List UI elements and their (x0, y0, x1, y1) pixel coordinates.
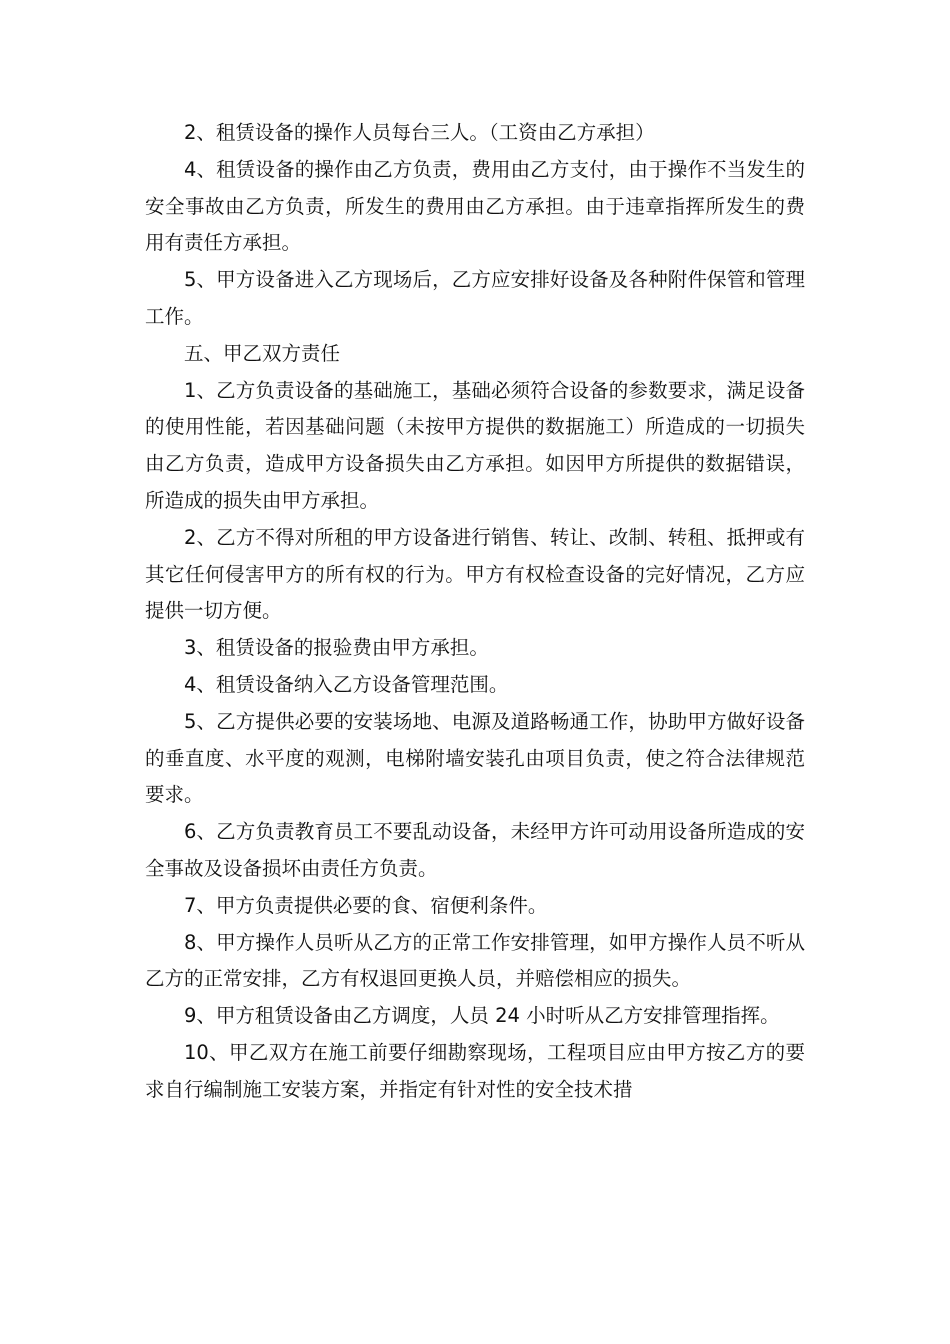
paragraph-dispatch: 9、甲方租赁设备由乙方调度，人员 24 小时听从乙方安排管理指挥。 (184, 1004, 780, 1028)
paragraph-inspection-fee: 3、租赁设备的报验费由甲方承担。 (184, 636, 489, 660)
paragraph-equipment-custody: 5、甲方设备进入乙方现场后，乙方应安排好设备及各种附件保管和管理工作。 (145, 268, 805, 328)
paragraph-operation-responsibility: 4、租赁设备的操作由乙方负责，费用由乙方支付，由于操作不当发生的安全事故由乙方负责，所发生的费用由乙方承担。由于违章指挥所发生的费用有责任方承担。 (145, 157, 805, 255)
document-body (145, 115, 805, 1109)
paragraph-site-support: 5、乙方提供必要的安装场地、电源及道路畅通工作，协助甲方做好设备的垂直度、水平度的观测，电梯附墙安装孔由项目负责，使之符合法律规范要求。 (145, 709, 805, 807)
paragraph-equipment-management: 4、租赁设备纳入乙方设备管理范围。 (184, 672, 509, 696)
paragraph-foundation-work: 1、乙方负责设备的基础施工，基础必须符合设备的参数要求，满足设备的使用性能，若因基础问题（未按甲方提供的数据施工）所造成的一切损失由乙方负责，造成甲方设备损失由乙方承担。如因甲方所提供的数据错误，所造成的损失由甲方承担。 (145, 378, 805, 512)
paragraph-operator-staffing: 2、租赁设备的操作人员每台三人。（工资由乙方承担） (184, 121, 655, 144)
paragraph-operator-management: 8、甲方操作人员听从乙方的正常工作安排管理，如甲方操作人员不听从乙方的正常安排，乙方有权退回更换人员，并赔偿相应的损失。 (145, 930, 805, 991)
paragraph-staff-education: 6、乙方负责教育员工不要乱动设备，未经甲方许可动用设备所造成的安全事故及设备损坏由责任方负责。 (145, 820, 805, 880)
paragraph-ownership-rights: 2、乙方不得对所租的甲方设备进行销售、转让、改制、转租、抵押或有其它任何侵害甲方的所有权的行为。甲方有权检查设备的完好情况，乙方应提供一切方便。 (145, 525, 805, 623)
paragraph-site-survey: 10、甲乙双方在施工前要仔细勘察现场，工程项目应由甲方按乙方的要求自行编制施工安装方案，并指定有针对性的安全技术措 (145, 1040, 805, 1101)
paragraph-accommodation: 7、甲方负责提供必要的食、宿便利条件。 (184, 893, 548, 917)
section-heading-responsibilities: 五、甲乙双方责任 (184, 341, 341, 365)
